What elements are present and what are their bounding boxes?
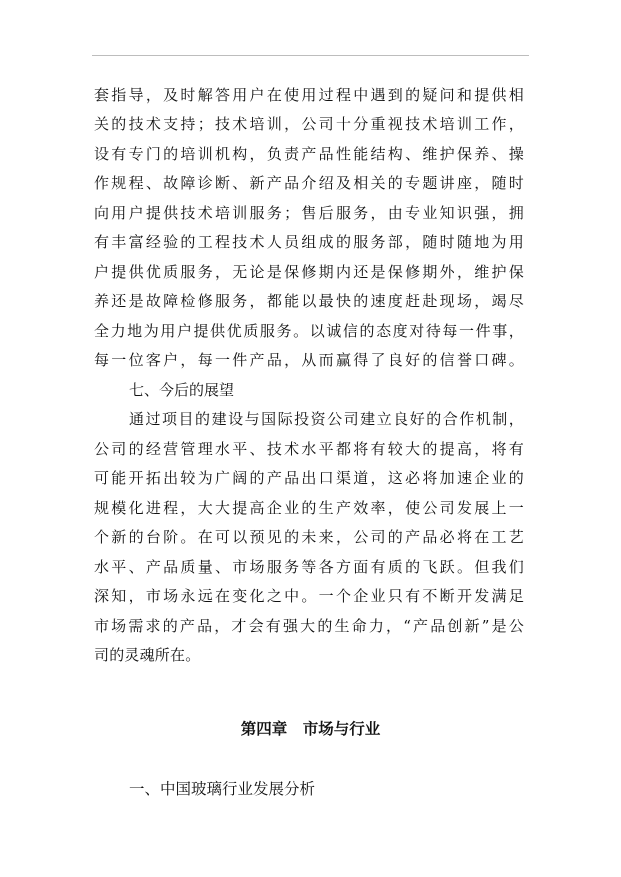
body-line: 全力地为用户提供优质服务。以诚信的态度对待每一件事， [94,322,524,340]
body-line: 可能开拓出较为广阔的产品出口渠道，这必将加速企业的 [94,469,524,487]
body-line: 套指导，及时解答用户在使用过程中遇到的疑问和提供相 [94,86,524,104]
body-line: 个新的台阶。在可以预见的未来，公司的产品必将在工艺 [94,528,524,546]
body-line: 水平、产品质量、市场服务等各方面有质的飞跃。但我们 [94,558,524,576]
body-line: 户提供优质服务，无论是保修期内还是保修期外，维护保 [94,263,524,281]
body-line: 通过项目的建设与国际投资公司建立良好的合作机制， [129,410,524,428]
body-line: 规模化进程，大大提高企业的生产效率，使公司发展上一 [94,499,524,517]
body-line: 公司的经营管理水平、技术水平都将有较大的提高，将有 [94,440,524,458]
body-line: 深知，市场永远在变化之中。一个企业只有不断开发满足 [94,587,524,605]
body-line: 养还是故障检修服务，都能以最快的速度赶赴现场，竭尽 [94,292,524,310]
header-rule [92,55,529,56]
body-line: 关的技术支持；技术培训，公司十分重视技术培训工作， [94,115,524,133]
body-line: 有丰富经验的工程技术人员组成的服务部，随时随地为用 [94,233,524,251]
body-line: 每一位客户，每一件产品，从而赢得了良好的信誉口碑。 [94,351,524,369]
body-line: 市场需求的产品，才会有强大的生命力，“产品创新”是公 [94,617,524,635]
body-line: 设有专门的培训机构，负责产品性能结构、维护保养、操 [94,145,524,163]
body-line: 司的灵魂所在。 [94,646,201,664]
body-line: 向用户提供技术培训服务；售后服务，由专业知识强，拥 [94,204,524,222]
body-line: 作规程、故障诊断、新产品介绍及相关的专题讲座，随时 [94,174,524,192]
chapter-title: 第四章 市场与行业 [240,719,381,738]
section-title: 一、中国玻璃行业发展分析 [129,780,316,798]
subheading-outlook: 七、今后的展望 [129,381,235,399]
